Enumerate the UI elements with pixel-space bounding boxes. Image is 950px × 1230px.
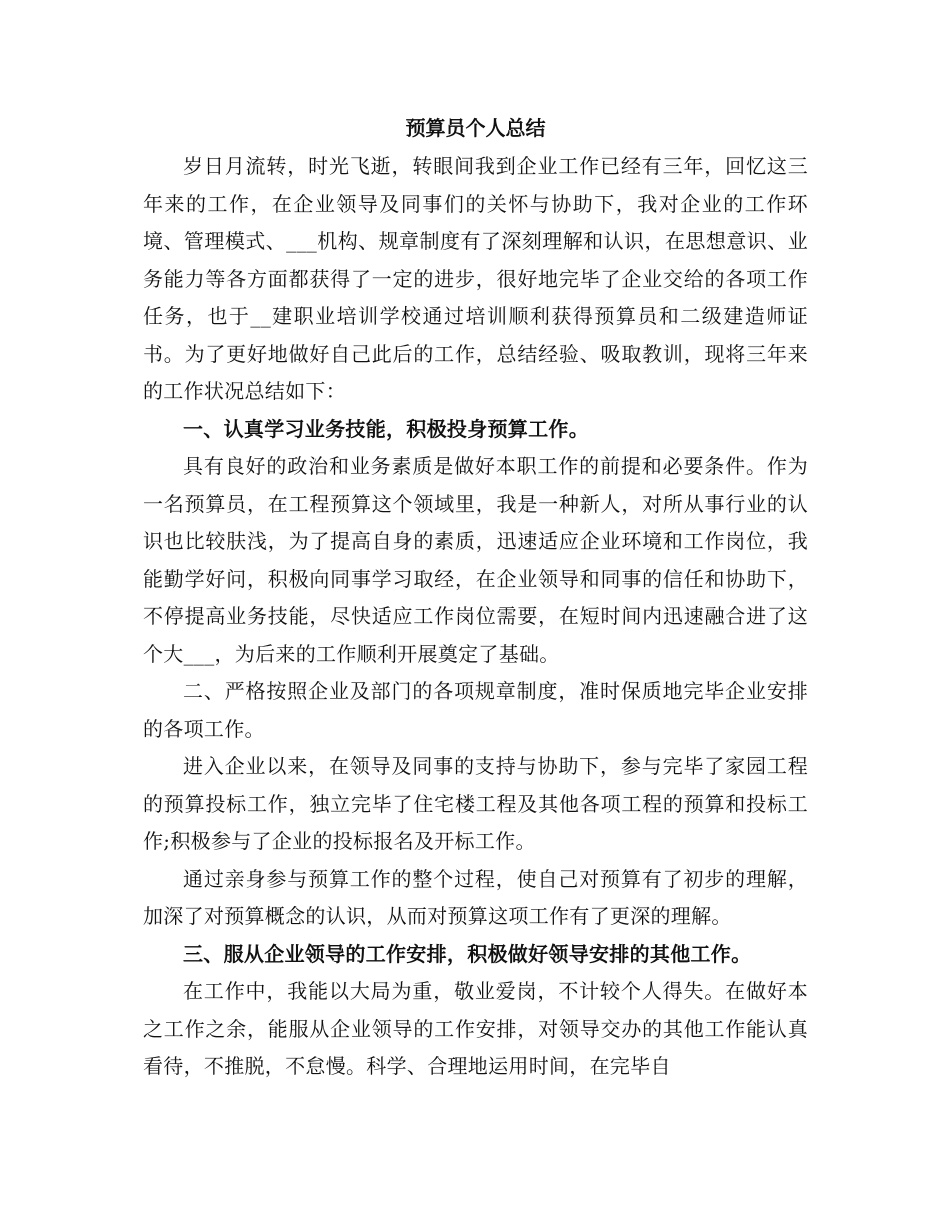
document-title: 预算员个人总结	[405, 116, 546, 140]
section-heading-3: 三、服从企业领导的工作安排，积极做好领导安排的其他工作。	[183, 941, 752, 966]
section-heading-1: 一、认真学习业务技能，积极投身预算工作。	[183, 416, 589, 441]
intro-paragraph: 岁日月流转，时光飞逝，转眼间我到企业工作已经有三年，回忆这三年来的工作，在企业领导及同事们的关怀与协助下，我对企业的工作环境、管理模式、___机构、规章制度有了深刻理解和认识，在思想意识、业务能力等各方面都获得了一定的进步，很好地完毕了企业交给的各项工作任务，也于__建职业培训学校通过培训顺利获得预算员和二级建造师证书。为了更好地做好自己此后的工作，总结经验、吸取教训，现将三年来的工作状况总结如下：	[143, 154, 808, 403]
section-2-paragraph-2: 通过亲身参与预算工作的整个过程，使自己对预算有了初步的理解，加深了对预算概念的认识，从而对预算这项工作有了更深的理解。	[143, 866, 808, 928]
section-2-paragraph-1: 进入企业以来，在领导及同事的支持与协助下，参与完毕了家园工程的预算投标工作，独立完毕了住宅楼工程及其他各项工程的预算和投标工作;积极参与了企业的投标报名及开标工作。	[143, 754, 808, 853]
document-body	[143, 108, 808, 1086]
section-3-paragraph: 在工作中，我能以大局为重，敬业爱岗，不计较个人得失。在做好本之工作之余，能服从企业领导的工作安排，对领导交办的其他工作能认真看待，不推脱，不怠慢。科学、合理地运用时间，在完毕自	[143, 979, 808, 1078]
section-heading-2: 二、严格按照企业及部门的各项规章制度，准时保质地完毕企业安排的各项工作。	[143, 679, 808, 741]
section-1-paragraph: 具有良好的政治和业务素质是做好本职工作的前提和必要条件。作为一名预算员，在工程预算这个领域里，我是一种新人，对所从事行业的认识也比较肤浅，为了提高自身的素质，迅速适应企业环境和工作岗位，我能勤学好问，积极向同事学习取经，在企业领导和同事的信任和协助下，不停提高业务技能，尽快适应工作岗位需要，在短时间内迅速融合进了这个大___，为后来的工作顺利开展奠定了基础。	[143, 454, 808, 666]
